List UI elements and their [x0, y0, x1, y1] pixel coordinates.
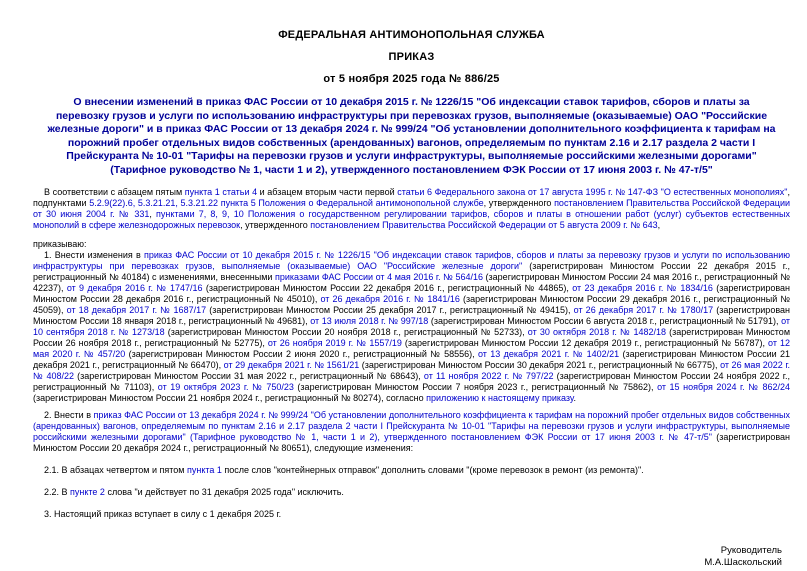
text-run: , подпунктами	[33, 187, 790, 208]
document-link[interactable]: постановлением Правительства Российской Федерации от 30 июня 2004 г. № 331	[33, 198, 790, 219]
document-link[interactable]: от 29 декабря 2021 г. № 1561/21	[223, 360, 360, 370]
text-run: (зарегистрирован Минюстом России 20 ноября 2018 г., регистрационный № 52733),	[164, 327, 528, 337]
document-link[interactable]: от 23 декабря 2016 г. № 1834/16	[572, 283, 713, 293]
text-run: (зарегистрирован Минюстом России 29 декабря 2016 г., регистрационный № 45059),	[33, 294, 791, 315]
document-link[interactable]: от 18 декабря 2017 г. № 1687/17	[66, 305, 207, 315]
text-run: 3. Настоящий приказ вступает в силу с 1 декабря 2025 г.	[44, 509, 282, 519]
document-link[interactable]: от 10 сентября 2018 г. № 1273/18	[33, 316, 790, 337]
document-link[interactable]: от 26 декабря 2017 г. № 1780/17	[573, 305, 714, 315]
text-run: (зарегистрирован Минюстом России 25 декабря 2017 г., регистрационный № 49415),	[206, 305, 574, 315]
text-run: (зарегистрирован Минюстом России 31 мая 2022 г., регистрационный № 68643),	[74, 371, 424, 381]
text-run: (зарегистрирован Минюстом России 18 января 2018 г., регистрационный № 49681),	[33, 305, 790, 326]
document-link[interactable]: от 15 ноября 2024 г. № 862/24	[657, 382, 790, 392]
document-link[interactable]: от 9 декабря 2016 г. № 1747/16	[66, 283, 203, 293]
text-run: (зарегистрирован Минюстом России 28 декабря 2016 г., регистрационный № 45010),	[33, 283, 790, 304]
order-item-1	[33, 250, 790, 404]
text-run: .	[573, 393, 577, 403]
document-link[interactable]: от 12 мая 2020 г. № 457/20	[33, 338, 790, 359]
document-link[interactable]: от 13 июля 2018 г. № 997/18	[310, 316, 429, 326]
document-link[interactable]: от 26 мая 2022 г. № 408/22	[33, 360, 791, 381]
text-run: (зарегистрирован Минюстом России 24 ноября 2022 г., регистрационный № 71103),	[33, 371, 790, 392]
document-link[interactable]: приложению к настоящему приказу	[426, 393, 574, 403]
agency-name: ФЕДЕРАЛЬНАЯ АНТИМОНОПОЛЬНАЯ СЛУЖБА	[278, 29, 545, 41]
document-link[interactable]: от 30 октября 2018 г. № 1482/18	[527, 327, 667, 337]
text-run: слова "и действует по 31 декабря 2025 года" исключить.	[104, 487, 344, 497]
document-link[interactable]: пунктами 7, 8, 9, 10 Положения о государственном регулировании тарифов, сборов и платы в отношении работ (услуг) субъектов естественных монополий в сфере железнодорожных перевозок	[33, 209, 790, 230]
text-run: , утвержденного	[483, 198, 555, 208]
document-link[interactable]: пункта 1	[187, 465, 222, 475]
document-link[interactable]: от 19 октября 2023 г. № 750/23	[157, 382, 294, 392]
text-run: (зарегистрирован Минюстом России 30 декабря 2021 г., регистрационный № 66775),	[359, 360, 721, 370]
text-run: (зарегистрирован Минюстом России 22 декабря 2016 г., регистрационный № 44865),	[202, 283, 573, 293]
text-run: 2.2. В	[44, 487, 71, 497]
text-run: 2. Внести в	[44, 410, 94, 420]
document-link[interactable]: от 11 ноября 2022 г. № 797/22	[423, 371, 554, 381]
text-run: (зарегистрирован Минюстом России 2 июня 2020 г., регистрационный № 58556),	[125, 349, 478, 359]
signature-name: М.А.Шаскольский	[704, 557, 782, 568]
preamble-paragraph	[33, 187, 790, 231]
text-run: (зарегистрирован Минюстом России 22 декабря 2015 г., регистрационный № 40184) с изменениями, внесенными	[33, 261, 790, 282]
text-run: ,	[149, 209, 157, 219]
document-link[interactable]: от 13 декабря 2021 г. № 1402/21	[478, 349, 620, 359]
text-run: 1. Внести изменения в	[44, 250, 144, 260]
signature-position: Руководитель	[720, 545, 782, 556]
decree-word: приказываю:	[33, 239, 87, 249]
text-run: 2.1. В абзацах четвертом и пятом	[44, 465, 187, 475]
text-run: (зарегистрирован Минюстом России 6 августа 2018 г., регистрационный № 51791),	[428, 316, 782, 326]
text-run: (зарегистрирован Минюстом России 26 ноября 2018 г., регистрационный № 52775),	[33, 327, 791, 348]
signature-block	[33, 545, 790, 569]
document-type: ПРИКАЗ	[388, 51, 435, 63]
order-item-2-2	[33, 487, 790, 498]
document-link[interactable]: 5.2.9(22).6, 5.3.21.21, 5.3.21.22 пункта 5 Положения о Федеральной антимонопольной службе	[89, 198, 484, 208]
text-run: , утвержденного	[240, 220, 311, 230]
text-run: (зарегистрирован Минюстом России 21 ноября 2024 г., регистрационный № 80274), согласно	[33, 393, 427, 403]
text-run: (зарегистрирован Минюстом России 21 декабря 2021 г., регистрационный № 66470),	[33, 349, 790, 370]
text-run: после слов "контейнерных отправок" дополнить словами "(кроме перевозок в ремонт (из ремонта)".	[221, 465, 644, 475]
text-run: (зарегистрирован Минюстом России 24 мая 2016 г., регистрационный № 42237),	[33, 272, 790, 293]
document-link[interactable]: приказ ФАС России от 10 декабря 2015 г. № 1226/15 "Об индексации ставок тарифов, сборов и платы за перевозку грузов и услуги по использованию инфраструктуры при перевозках грузов, выполняемые (оказываемые) ОАО "Российские железные дороги"	[33, 250, 790, 271]
document-link[interactable]: постановлением Правительства Российской Федерации от 5 августа 2009 г. № 643	[310, 220, 658, 230]
document-link[interactable]: статьи 6 Федерального закона от 17 августа 1995 г. № 147-ФЗ "О естественных монополиях"	[397, 187, 788, 197]
order-item-2-1	[33, 465, 790, 476]
document-link[interactable]: приказ ФАС России от 13 декабря 2024 г. № 999/24 "Об установлении дополнительного коэффициента к тарифам на порожний пробег отдельных видов собственных (арендованных) вагонов, определяемым по пунктам 2.16 и 2.17 раздела 2 части I Прейскуранта № 10-01 "Тарифы на перевозки грузов и услуги инфраструктуры, выполняемые российскими железными дорогами" (Тарифное руководство № 1, части 1 и 2), утвержденного постановлением ФЭК России от 17 июня 2003 г. № 47-т/5"	[33, 410, 790, 442]
text-run: и абзацем вторым части первой	[257, 187, 398, 197]
document-link[interactable]: пункта 1 статьи 4	[184, 187, 258, 197]
document-link[interactable]: приказами ФАС России от 4 мая 2016 г. № 564/16	[275, 272, 483, 282]
text-run: (зарегистрирован Минюстом России 20 декабря 2024 г., регистрационный № 80651), следующие изменения:	[33, 432, 790, 453]
text-run: (зарегистрирован Минюстом России 7 ноября 2023 г., регистрационный № 75862),	[293, 382, 658, 392]
order-item-3	[33, 509, 790, 520]
document-link[interactable]: пункте 2	[70, 487, 105, 497]
document-link[interactable]: от 26 ноября 2019 г. № 1557/19	[267, 338, 402, 348]
document-link[interactable]: от 26 декабря 2016 г. № 1841/16	[320, 294, 460, 304]
text-run: В соответствии с абзацем пятым	[44, 187, 185, 197]
text-run: (зарегистрирован Минюстом России 12 декабря 2019 г., регистрационный № 56787),	[401, 338, 769, 348]
document-date-number: от 5 ноября 2025 года № 886/25	[323, 73, 500, 85]
text-run: ,	[657, 220, 661, 230]
order-item-2	[33, 410, 790, 454]
document-title: О внесении изменений в приказ ФАС России от 10 декабря 2015 г. № 1226/15 "Об индексации ставок тарифов, сборов и платы за перевозку грузов и услуги по использованию инфраструктуры при перевозках грузов, выполняемые (оказываемые) ОАО "Российские железные дороги" и в приказ ФАС России от 13 декабря 2024 г. № 999/24 "Об установлении дополнительного коэффициента к тарифам на порожний пробег отдельных видов собственных (арендованных) вагонов, определяемым по пунктам 2.16 и 2.17 раздела 2 части I Прейскуранта № 10-01 "Тарифы на перевозки грузов и услуги инфраструктуры, выполняемые российскими железными дорогами" (Тарифное руководство № 1, части 1 и 2), утвержденного постановлением ФЭК России от 17 июня 2003 г. № 47-т/5"	[47, 96, 776, 176]
